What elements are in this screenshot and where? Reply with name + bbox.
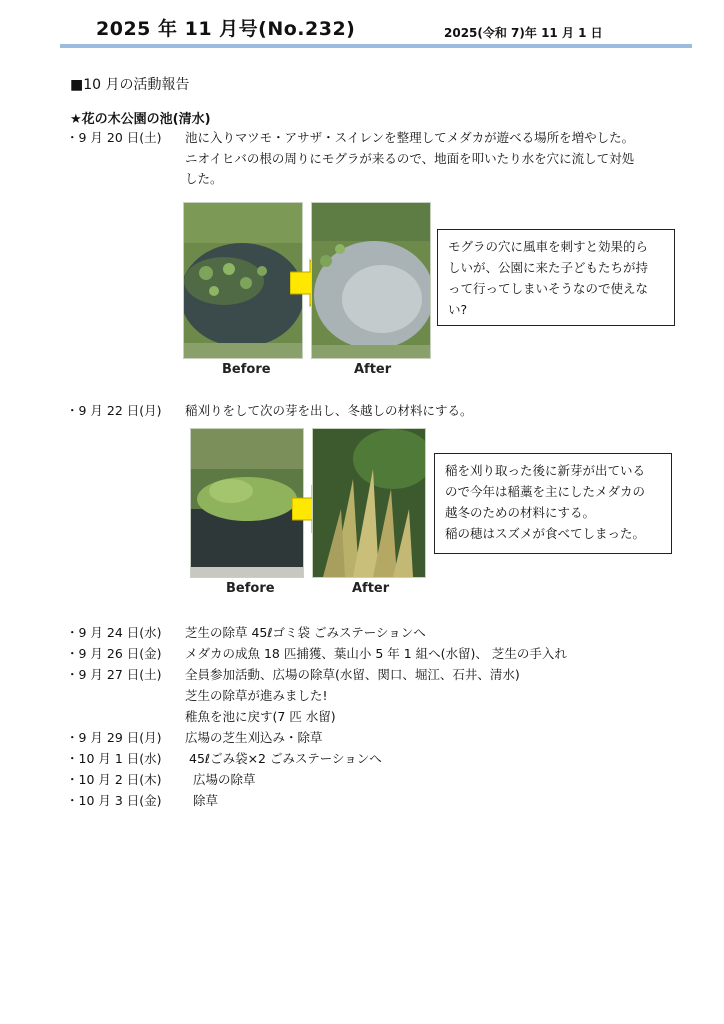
rice-after-photo (312, 428, 426, 578)
newsletter-issue: 2025 年 11 月号(No.232) (96, 18, 356, 40)
note-box (437, 229, 675, 326)
note-line: 越冬のための材料にする。 (445, 505, 596, 520)
after-caption: After (352, 581, 390, 596)
entry-text: ニオイヒバの根の周りにモグラが来るので、地面を叩いたり水を穴に流して対処 (185, 151, 635, 166)
entry-date: ・9 月 22 日(月) (66, 403, 162, 418)
entry-text: 除草 (193, 793, 219, 808)
pond-after-photo (311, 202, 431, 359)
note-line: 稲を刈り取った後に新芽が出ている (445, 463, 646, 478)
rice-before-photo (190, 428, 304, 578)
entry-text: 池に入りマツモ・アサザ・スイレンを整理してメダカが遊べる場所を増やした。 (185, 130, 635, 145)
entry-text: 稚魚を池に戻す(7 匹 水留) (185, 709, 336, 724)
entry-text: した。 (185, 171, 223, 186)
before-caption: Before (222, 362, 271, 377)
entry-text: 芝生の除草が進みました! (185, 688, 328, 703)
note-line: ので今年は稲藁を主にしたメダカの (445, 484, 646, 499)
note-line: って行ってしまいそうなので使えな (448, 281, 649, 296)
entry-text: 広場の芝生刈込み・除草 (185, 730, 323, 745)
entry-date: ・10 月 3 日(金) (66, 793, 162, 808)
pond-before-photo (183, 202, 303, 359)
note-line: しいが、公園に来た子どもたちが持 (448, 260, 649, 275)
section-title: ■10 月の活動報告 (70, 77, 190, 93)
publication-date: 2025(令和 7)年 11 月 1 日 (444, 26, 603, 40)
header-divider (60, 44, 692, 48)
entry-date: ・9 月 27 日(土) (66, 667, 162, 682)
after-caption: After (354, 362, 392, 377)
subsection-title: ★花の木公園の池(清水) (70, 112, 211, 127)
entry-date: ・10 月 2 日(木) (66, 772, 162, 787)
entry-date: ・9 月 20 日(土) (66, 130, 162, 145)
entry-date: ・9 月 24 日(水) (66, 625, 162, 640)
entry-text: 全員参加活動、広場の除草(水留、関口、堀江、石井、清水) (185, 667, 520, 682)
entry-date: ・10 月 1 日(水) (66, 751, 162, 766)
entry-date: ・9 月 29 日(月) (66, 730, 162, 745)
entry-text: 芝生の除草 45ℓゴミ袋 ごみステーションへ (185, 625, 426, 640)
entry-date: ・9 月 26 日(金) (66, 646, 162, 661)
entry-text: 45ℓごみ袋×2 ごみステーションへ (189, 751, 382, 766)
note-box (434, 453, 672, 554)
entry-text: メダカの成魚 18 匹捕獲、葉山小 5 年 1 組へ(水留)、 芝生の手入れ (185, 646, 567, 661)
note-line: 稲の穂はスズメが食べてしまった。 (445, 526, 646, 541)
before-caption: Before (226, 581, 275, 596)
entry-text: 広場の除草 (193, 772, 256, 787)
note-line: モグラの穴に風車を刺すと効果的ら (448, 239, 649, 254)
entry-text: 稲刈りをして次の芽を出し、冬越しの材料にする。 (185, 403, 473, 418)
note-line: い? (448, 302, 468, 317)
